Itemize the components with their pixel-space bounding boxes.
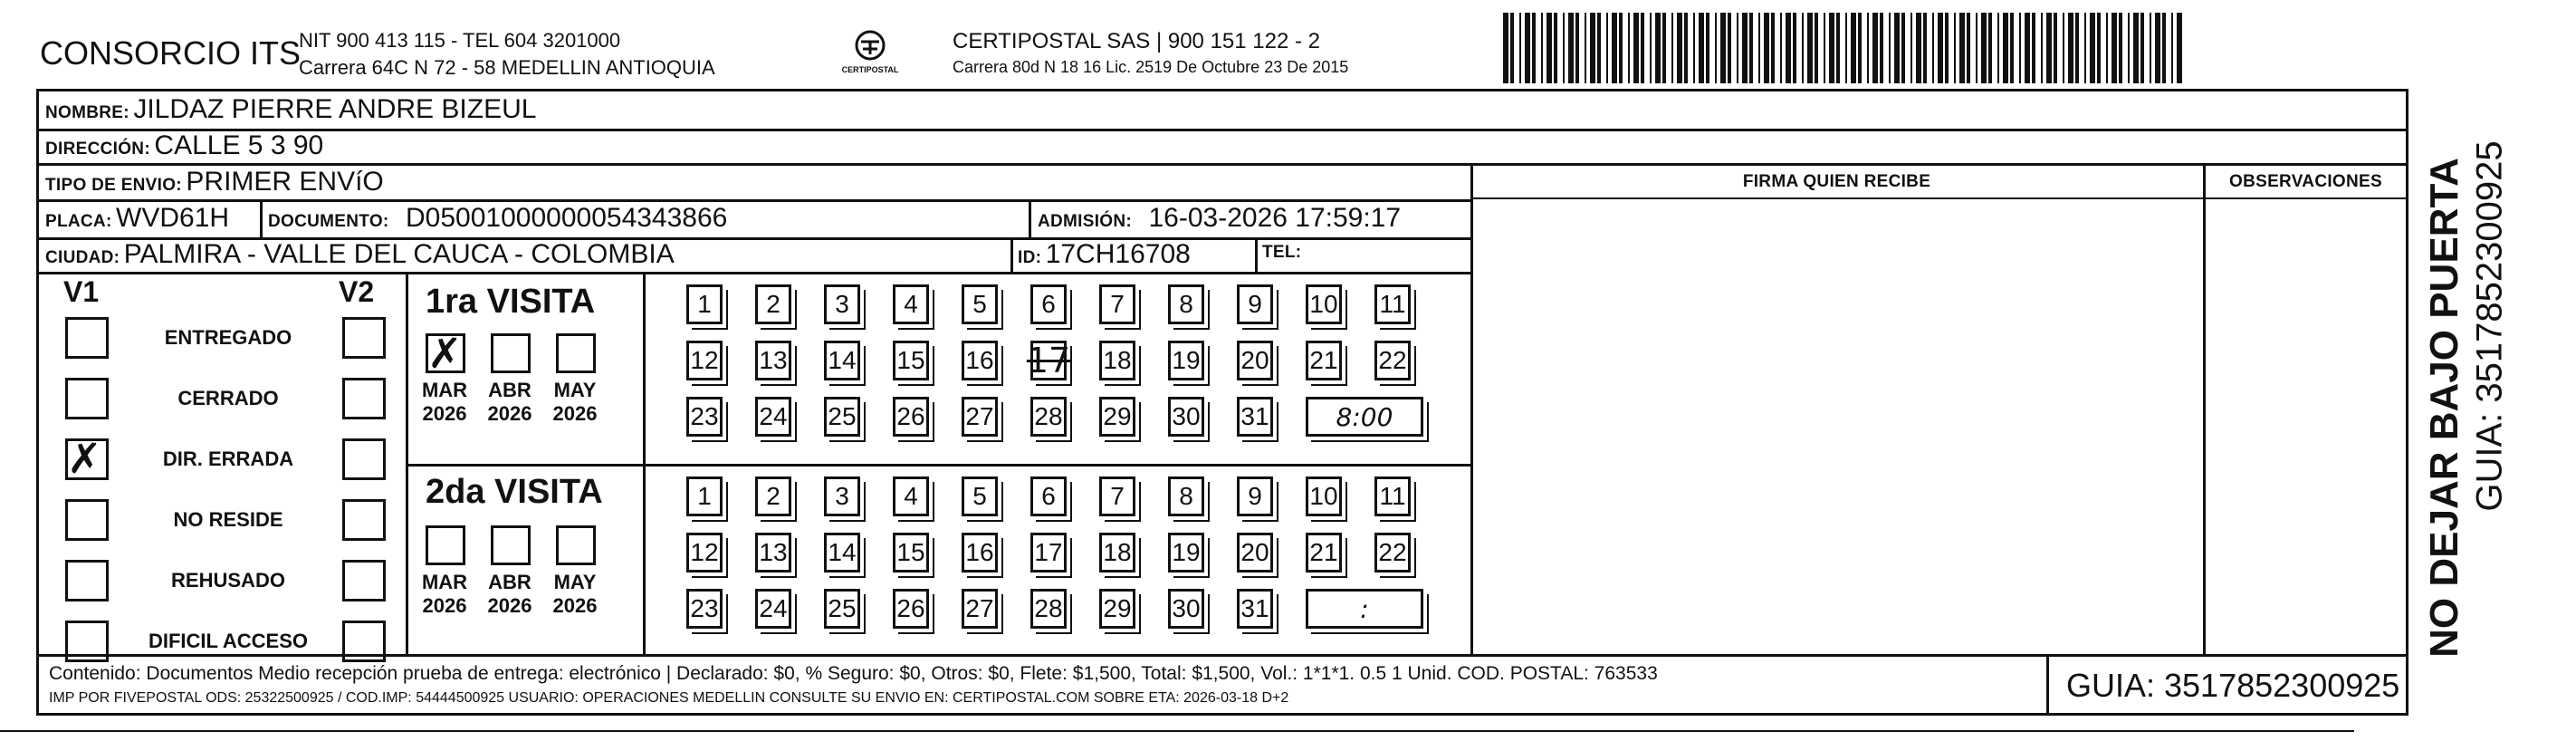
barcode-bar bbox=[2128, 13, 2130, 83]
barcode-bar bbox=[1880, 13, 1883, 83]
barcode-bar bbox=[1988, 13, 1992, 83]
nombre-value: JILDAZ PIERRE ANDRE BIZEUL bbox=[133, 94, 537, 124]
barcode-bar bbox=[1997, 13, 1999, 83]
barcode-bar bbox=[1503, 13, 1508, 83]
month-label: MAR 2026 bbox=[421, 379, 468, 425]
barcode-bar bbox=[1923, 13, 1927, 83]
status-label: CERRADO bbox=[177, 387, 279, 409]
month-checkbox[interactable] bbox=[556, 525, 596, 565]
day-box[interactable]: 13 bbox=[755, 341, 791, 380]
status-label: NO RESIDE bbox=[173, 508, 283, 531]
month-label: ABR 2026 bbox=[487, 379, 532, 425]
company-nit-tel: NIT 900 413 115 - TEL 604 3201000 bbox=[299, 29, 621, 52]
day-box[interactable]: 18 bbox=[1099, 341, 1135, 380]
placa-field bbox=[45, 203, 229, 234]
day-box[interactable]: 27 bbox=[962, 397, 998, 437]
barcode-bar bbox=[2063, 13, 2064, 83]
day-box[interactable]: 22 bbox=[1374, 533, 1411, 573]
day-box[interactable]: 31 bbox=[1237, 397, 1273, 437]
day-box[interactable]: 15 bbox=[893, 341, 929, 380]
day-box[interactable]: 21 bbox=[1306, 341, 1342, 380]
barcode-bar bbox=[1677, 13, 1682, 83]
day-box[interactable]: 2 bbox=[755, 284, 791, 324]
barcode-bar bbox=[2140, 13, 2144, 83]
time-box[interactable]: : bbox=[1306, 589, 1423, 629]
barcode-bar bbox=[1938, 13, 1943, 83]
day-box[interactable]: 26 bbox=[893, 589, 929, 629]
v2-checkbox[interactable] bbox=[342, 378, 386, 419]
barcode-bar bbox=[2097, 13, 2101, 83]
v1-header: V1 bbox=[63, 275, 100, 308]
v1-checkbox[interactable] bbox=[65, 499, 109, 541]
nombre-label: NOMBRE: bbox=[45, 103, 129, 122]
barcode-bar bbox=[1851, 13, 1856, 83]
day-box[interactable]: 28 bbox=[1030, 589, 1067, 629]
v1-checkbox[interactable] bbox=[65, 378, 109, 419]
month-label: MAR 2026 bbox=[421, 571, 468, 617]
tipo-field bbox=[45, 167, 384, 197]
day-box[interactable]: 15 bbox=[893, 533, 929, 573]
id-field bbox=[1018, 239, 1191, 270]
day-box[interactable]: 9 bbox=[1237, 284, 1273, 324]
barcode-bar bbox=[1547, 13, 1552, 83]
day-box[interactable]: 31 bbox=[1237, 589, 1273, 629]
day-box[interactable]: 2 bbox=[755, 476, 791, 516]
day-box[interactable]: 12 bbox=[686, 533, 723, 573]
month-label: MAY 2026 bbox=[552, 571, 598, 617]
nombre-field bbox=[45, 94, 536, 125]
day-box[interactable]: 28 bbox=[1030, 397, 1067, 437]
barcode-bar bbox=[1771, 13, 1775, 83]
day-box[interactable]: 12 bbox=[686, 341, 723, 380]
barcode-bar bbox=[1737, 13, 1738, 83]
day-box[interactable]: 23 bbox=[686, 397, 723, 437]
day-box[interactable]: 22 bbox=[1374, 341, 1411, 380]
month-checkbox[interactable] bbox=[491, 525, 531, 565]
barcode-bar bbox=[1563, 13, 1565, 83]
barcode-bar bbox=[1780, 13, 1782, 83]
barcode-bar bbox=[1699, 13, 1704, 83]
barcode-bar bbox=[2090, 13, 2095, 83]
company-name: CONSORCIO ITS bbox=[40, 34, 302, 72]
barcode-bar bbox=[2119, 13, 2122, 83]
admision-value: 16-03-2026 17:59:17 bbox=[1148, 203, 1402, 233]
barcode-bar bbox=[1525, 13, 1530, 83]
day-box[interactable]: 26 bbox=[893, 397, 929, 437]
tel-label: TEL: bbox=[1262, 243, 1302, 262]
footer-imp: IMP POR FIVEPOSTAL ODS: 25322500925 / COD.IMP: 54444500925 USUARIO: OPERACIONES MEDELLIN CONSULTE SU ENVIO EN: CERTIPOSTAL.COM SOBRE ETA: 2026-03-18 D+2 bbox=[49, 690, 1289, 706]
day-box[interactable]: 11 bbox=[1374, 284, 1411, 324]
barcode-bar bbox=[1910, 13, 1912, 83]
barcode-bar bbox=[1932, 13, 1934, 83]
day-box[interactable]: 14 bbox=[824, 341, 860, 380]
day-box[interactable]: 17 bbox=[1030, 533, 1067, 573]
documento-value: D05001000000054343866 bbox=[406, 203, 728, 233]
day-box[interactable]: 27 bbox=[962, 589, 998, 629]
barcode-bar bbox=[2054, 13, 2057, 83]
barcode-bar bbox=[2046, 13, 2052, 83]
day-box[interactable]: 29 bbox=[1099, 589, 1135, 629]
v1-checkbox[interactable] bbox=[65, 560, 109, 601]
v1-checkbox[interactable] bbox=[65, 621, 109, 662]
barcode-bar bbox=[1872, 13, 1878, 83]
barcode-bar bbox=[1764, 13, 1769, 83]
v2-checkbox[interactable] bbox=[342, 317, 386, 359]
month-label: MAY 2026 bbox=[552, 379, 598, 425]
v2-checkbox[interactable] bbox=[342, 560, 386, 601]
barcode-bar bbox=[2150, 13, 2151, 83]
day-box[interactable]: 19 bbox=[1168, 533, 1204, 573]
barcode-bar bbox=[1967, 13, 1970, 83]
status-label: DIR. ERRADA bbox=[162, 447, 294, 470]
day-box[interactable]: 7 bbox=[1099, 284, 1135, 324]
day-box[interactable]: 8 bbox=[1168, 476, 1204, 516]
carrier-line2: Carrera 80d N 18 16 Lic. 2519 De Octubre 23 De 2015 bbox=[953, 58, 1349, 76]
barcode-bar bbox=[1606, 13, 1608, 83]
check-mark-icon: ✗ bbox=[427, 329, 463, 378]
day-box[interactable]: 18 bbox=[1099, 533, 1135, 573]
day-box[interactable]: 6 bbox=[1030, 284, 1067, 324]
day-box[interactable]: 3 bbox=[824, 284, 860, 324]
documento-label: DOCUMENTO: bbox=[268, 212, 389, 231]
barcode-bar bbox=[2106, 13, 2108, 83]
direccion-field bbox=[45, 130, 323, 161]
barcode-bar bbox=[2075, 13, 2079, 83]
barcode-bar bbox=[1541, 13, 1543, 83]
day-box[interactable]: 6 bbox=[1030, 476, 1067, 516]
barcode-bar bbox=[2162, 13, 2166, 83]
admision-field bbox=[1038, 203, 1401, 234]
id-value: 17CH16708 bbox=[1045, 239, 1191, 269]
barcode-bar bbox=[1829, 13, 1834, 83]
v2-checkbox[interactable] bbox=[342, 621, 386, 662]
barcode-bar bbox=[2041, 13, 2043, 83]
barcode-bar bbox=[1590, 13, 1595, 83]
month-label: ABR 2026 bbox=[487, 571, 532, 617]
barcode-bar bbox=[1894, 13, 1900, 83]
barcode-bar bbox=[2003, 13, 2008, 83]
day-box[interactable]: 7 bbox=[1099, 476, 1135, 516]
barcode-bar bbox=[1802, 13, 1804, 83]
day-box[interactable]: 10 bbox=[1306, 476, 1342, 516]
barcode-bar bbox=[1793, 13, 1796, 83]
barcode-bar bbox=[1945, 13, 1949, 83]
barcode-bar bbox=[2084, 13, 2086, 83]
day-box[interactable]: 16 bbox=[962, 341, 998, 380]
barcode-bar bbox=[1655, 13, 1661, 83]
v2-checkbox[interactable] bbox=[342, 438, 386, 480]
barcode-bar bbox=[1845, 13, 1847, 83]
day-box[interactable]: 5 bbox=[962, 476, 998, 516]
barcode-bar bbox=[2068, 13, 2073, 83]
barcode-bar bbox=[1976, 13, 1977, 83]
barcode-bar bbox=[2010, 13, 2014, 83]
barcode-bar bbox=[2032, 13, 2035, 83]
logo-text: CERTIPOSTAL bbox=[841, 65, 899, 74]
barcode-bar bbox=[1510, 13, 1514, 83]
barcode-bar bbox=[1867, 13, 1869, 83]
v1-checkbox[interactable] bbox=[65, 317, 109, 359]
day-box[interactable]: 24 bbox=[755, 397, 791, 437]
barcode-bar bbox=[1715, 13, 1717, 83]
day-box[interactable]: 19 bbox=[1168, 341, 1204, 380]
day-box[interactable]: 16 bbox=[962, 533, 998, 573]
day-box[interactable]: 25 bbox=[824, 397, 860, 437]
direccion-label: DIRECCIÓN: bbox=[45, 140, 150, 159]
day-box[interactable] bbox=[1026, 341, 1071, 380]
tel-field bbox=[1262, 243, 1301, 263]
barcode-bar bbox=[1585, 13, 1586, 83]
barcode-bar bbox=[1959, 13, 1965, 83]
barcode-bar bbox=[1575, 13, 1579, 83]
barcode-bar bbox=[1758, 13, 1760, 83]
company-address: Carrera 64C N 72 - 58 MEDELLIN ANTIOQUIA bbox=[299, 56, 715, 79]
barcode-bar bbox=[1641, 13, 1644, 83]
day-box[interactable]: 24 bbox=[755, 589, 791, 629]
barcode-bar bbox=[1597, 13, 1601, 83]
barcode-bar bbox=[1519, 13, 1521, 83]
barcode-bar bbox=[1612, 13, 1617, 83]
barcode-bar bbox=[2133, 13, 2139, 83]
v2-header: V2 bbox=[339, 275, 375, 308]
day-box[interactable]: 23 bbox=[686, 589, 723, 629]
day-box[interactable]: 21 bbox=[1306, 533, 1342, 573]
side-warning: NO DEJAR BAJO PUERTA bbox=[2422, 158, 2466, 658]
ciudad-label: CIUDAD: bbox=[45, 248, 120, 267]
barcode-bar bbox=[1662, 13, 1666, 83]
day-box[interactable]: 1 bbox=[686, 284, 723, 324]
barcode-bar bbox=[2155, 13, 2160, 83]
footer-contenido: Contenido: Documentos Medio recepción prueba de entrega: electrónico | Declarado: $0, % Seguro: $0, Otros: $0, Flete: $1,500, Total: $1,500, Vol.: 1*1*1. 0.5 1 Unid. COD. POSTAL: 763533 bbox=[49, 663, 1658, 684]
barcode-icon bbox=[1503, 13, 2184, 90]
firma-label: FIRMA QUIEN RECIBE bbox=[1742, 172, 1931, 191]
barcode-bar bbox=[1532, 13, 1536, 83]
placa-value: WVD61H bbox=[116, 203, 230, 233]
day-box[interactable]: 11 bbox=[1374, 476, 1411, 516]
barcode-bar bbox=[1720, 13, 1726, 83]
barcode-bar bbox=[2171, 13, 2173, 83]
barcode-bar bbox=[1815, 13, 1818, 83]
status-label: DIFICIL ACCESO bbox=[148, 630, 308, 652]
day-box[interactable]: 20 bbox=[1237, 341, 1273, 380]
day-box[interactable]: 29 bbox=[1099, 397, 1135, 437]
observaciones-label: OBSERVACIONES bbox=[2229, 172, 2382, 191]
barcode-bar bbox=[1693, 13, 1695, 83]
barcode-bar bbox=[1901, 13, 1905, 83]
barcode-bar bbox=[1619, 13, 1623, 83]
status-label: ENTREGADO bbox=[164, 326, 292, 349]
barcode-bar bbox=[1836, 13, 1840, 83]
barcode-bar bbox=[1628, 13, 1630, 83]
barcode-bar bbox=[1633, 13, 1639, 83]
barcode-bar bbox=[2112, 13, 2117, 83]
barcode-bar bbox=[1954, 13, 1956, 83]
day-box[interactable]: 8 bbox=[1168, 284, 1204, 324]
barcode-bar bbox=[1749, 13, 1753, 83]
ciudad-field bbox=[45, 239, 675, 270]
footer-guia: GUIA: 3517852300925 bbox=[2066, 667, 2400, 704]
day-box[interactable]: 10 bbox=[1306, 284, 1342, 324]
month-checkbox[interactable] bbox=[491, 333, 531, 373]
documento-field bbox=[268, 203, 727, 234]
day-box[interactable]: 3 bbox=[824, 476, 860, 516]
side-guia: GUIA: 3517852300925 bbox=[2469, 140, 2510, 512]
day-box[interactable]: 30 bbox=[1168, 589, 1204, 629]
barcode-bar bbox=[1916, 13, 1921, 83]
barcode-bar bbox=[2025, 13, 2030, 83]
day-check-mark: 17 bbox=[1026, 341, 1071, 380]
direccion-value: CALLE 5 3 90 bbox=[154, 130, 324, 160]
check-mark-icon: ✗ bbox=[67, 434, 102, 483]
day-box[interactable]: 30 bbox=[1168, 397, 1204, 437]
barcode-bar bbox=[1650, 13, 1652, 83]
day-box[interactable]: 13 bbox=[755, 533, 791, 573]
barcode-bar bbox=[1742, 13, 1748, 83]
carrier-line1: CERTIPOSTAL SAS | 900 151 122 - 2 bbox=[953, 29, 1320, 53]
barcode-bar bbox=[1554, 13, 1557, 83]
day-box[interactable]: 5 bbox=[962, 284, 998, 324]
barcode-bar bbox=[1684, 13, 1688, 83]
barcode-bar bbox=[2019, 13, 2021, 83]
day-box[interactable]: 4 bbox=[893, 284, 929, 324]
month-checkbox[interactable] bbox=[556, 333, 596, 373]
tipo-label: TIPO DE ENVIO: bbox=[45, 176, 182, 195]
visit1-title: 1ra VISITA bbox=[426, 283, 596, 321]
day-box[interactable]: 9 bbox=[1237, 476, 1273, 516]
v2-checkbox[interactable] bbox=[342, 499, 386, 541]
barcode-bar bbox=[1568, 13, 1574, 83]
day-box[interactable]: 20 bbox=[1237, 533, 1273, 573]
barcode-bar bbox=[2177, 13, 2182, 83]
barcode-bar bbox=[1786, 13, 1791, 83]
barcode-bar bbox=[1889, 13, 1891, 83]
placa-label: PLACA: bbox=[45, 212, 112, 231]
barcode-bar bbox=[1807, 13, 1813, 83]
barcode-bar bbox=[1858, 13, 1862, 83]
tipo-value: PRIMER ENVíO bbox=[186, 167, 384, 197]
day-box[interactable]: 4 bbox=[893, 476, 929, 516]
day-box[interactable]: 14 bbox=[824, 533, 860, 573]
day-box[interactable]: 1 bbox=[686, 476, 723, 516]
barcode-bar bbox=[1671, 13, 1673, 83]
barcode-bar bbox=[1706, 13, 1709, 83]
visit2-title: 2da VISITA bbox=[426, 473, 603, 511]
ciudad-value: PALMIRA - VALLE DEL CAUCA - COLOMBIA bbox=[123, 239, 675, 269]
status-label: REHUSADO bbox=[171, 569, 285, 592]
day-box[interactable]: 25 bbox=[824, 589, 860, 629]
barcode-bar bbox=[1824, 13, 1825, 83]
id-label: ID: bbox=[1018, 248, 1042, 267]
barcode-bar bbox=[1981, 13, 1987, 83]
time-box[interactable]: 8:00 bbox=[1306, 397, 1423, 437]
admision-label: ADMISIÓN: bbox=[1038, 212, 1133, 231]
barcode-bar bbox=[1728, 13, 1731, 83]
month-checkbox[interactable] bbox=[426, 525, 465, 565]
